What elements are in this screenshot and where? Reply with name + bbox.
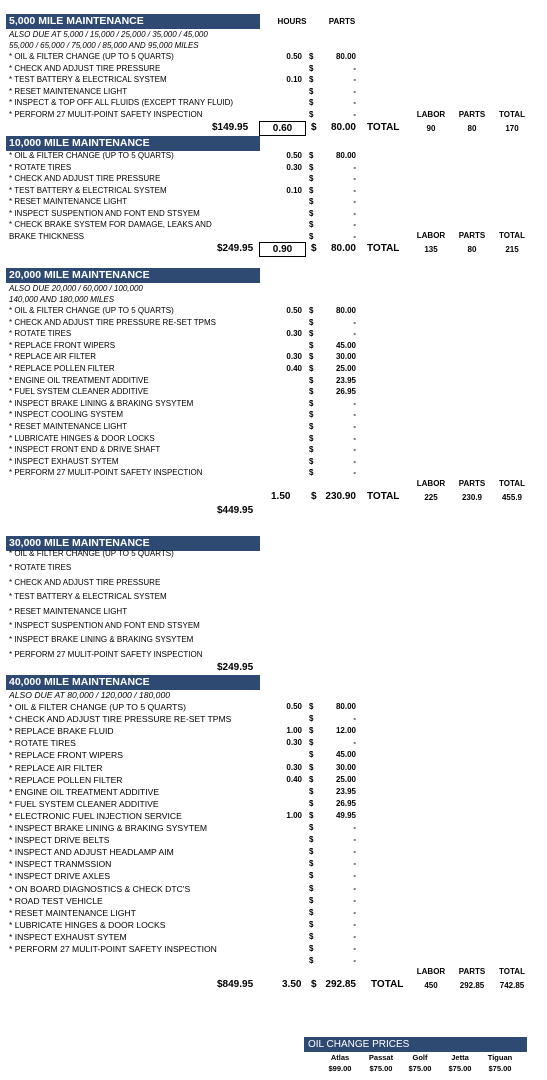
- section-20000-total-word: TOTAL: [367, 491, 400, 502]
- oil-change-model-name: Atlas: [330, 1053, 350, 1062]
- section-10000-parts-total: 80.00: [330, 243, 356, 254]
- line-item-parts: -: [353, 859, 356, 869]
- line-item-dollar: $: [309, 810, 314, 820]
- line-item-hours: 0.50: [286, 151, 302, 160]
- line-item-parts: -: [353, 895, 356, 905]
- line-item-parts: -: [353, 98, 356, 107]
- line-item-text: * RESET MAINTENANCE LIGHT: [9, 606, 128, 616]
- line-item-parts: -: [353, 109, 356, 119]
- line-item-dollar: $: [309, 907, 314, 917]
- line-item-dollar: $: [309, 63, 314, 73]
- line-item-text: * CHECK BRAKE SYSTEM FOR DAMAGE, LEAKS AND: [9, 220, 212, 229]
- oil-change-model-name: Passat: [368, 1053, 394, 1062]
- line-item-hours: 0.40: [286, 774, 302, 784]
- line-item-parts: 45.00: [335, 340, 356, 350]
- line-item-dollar: $: [309, 86, 314, 96]
- line-item-parts: 25.00: [335, 364, 356, 373]
- line-item-parts: -: [353, 231, 356, 241]
- line-item-parts: 49.95: [335, 810, 356, 820]
- line-item-hours: 0.50: [286, 702, 302, 711]
- line-item-text: * INSPECT TRANMSSION: [9, 859, 112, 870]
- line-item-parts: -: [353, 944, 356, 953]
- line-item-dollar: $: [309, 762, 314, 772]
- line-item-text: * CHECK AND ADJUST TIRE PRESSURE RE-SET TPMS: [9, 714, 232, 725]
- section-10000-parts-label: PARTS: [458, 231, 486, 240]
- section-10000-dollar: $: [311, 243, 317, 254]
- line-item-text: * OIL & FILTER CHANGE (UP TO 5 QUARTS): [9, 702, 187, 712]
- section-20000-title: 20,000 MILE MAINTENANCE: [6, 268, 260, 283]
- section-20000-parts-total: 230.90: [325, 491, 356, 502]
- line-item-dollar: $: [309, 352, 314, 362]
- line-item-dollar: $: [309, 714, 314, 724]
- line-item-text: * OIL & FILTER CHANGE (UP TO 5 QUARTS): [9, 52, 174, 61]
- line-item-text: * ENGINE OIL TREATMENT ADDITIVE: [9, 786, 160, 797]
- line-item-parts: -: [353, 919, 356, 929]
- section-20000-total-label: TOTAL: [499, 479, 525, 488]
- line-item-parts: -: [353, 422, 356, 431]
- line-item-dollar: $: [309, 151, 314, 160]
- line-item-dollar: $: [309, 931, 314, 941]
- section-20000-parts-value: 230.9: [461, 493, 483, 502]
- section-40000-parts-total: 292.85: [325, 979, 356, 990]
- line-item-dollar: $: [309, 726, 314, 736]
- line-item-parts: 30.00: [335, 762, 356, 772]
- line-item-text: * REPLACE AIR FILTER: [9, 762, 103, 773]
- line-item-text: * TEST BATTERY & ELECTRICAL SYSTEM: [9, 75, 167, 84]
- parts-column-header: PARTS: [328, 17, 356, 26]
- line-item-parts: -: [353, 174, 356, 183]
- oil-change-model-name: Jetta: [451, 1053, 469, 1062]
- line-item-text: * CHECK AND ADJUST TIRE PRESSURE RE-SET TPMS: [9, 317, 217, 327]
- section-20000-parts-label: PARTS: [458, 479, 486, 488]
- oil-change-model-price: $75.00: [448, 1064, 472, 1073]
- line-item-parts: -: [353, 871, 356, 881]
- oil-change-model-price: $75.00: [488, 1064, 512, 1073]
- section-20000-labor-label: LABOR: [416, 479, 446, 488]
- line-item-parts: -: [353, 162, 356, 172]
- line-item-text: * INSPECT SUSPENTION AND FONT END STSYEM: [9, 208, 200, 218]
- line-item-parts: -: [353, 185, 356, 195]
- line-item-parts: -: [353, 714, 356, 724]
- line-item-text: * TEST BATTERY & ELECTRICAL SYSTEM: [9, 592, 167, 602]
- section-40000-total-word: TOTAL: [371, 979, 404, 990]
- line-item-text: * PERFORM 27 MULIT-POINT SAFETY INSPECTION: [9, 109, 203, 119]
- section-5000-total-value: 170: [505, 124, 519, 133]
- line-item-dollar: $: [309, 468, 314, 478]
- section-30000-price: $249.95: [217, 662, 254, 673]
- section-40000-labor-value: 450: [424, 981, 438, 990]
- line-item-dollar: $: [309, 162, 314, 172]
- line-item-parts: 23.95: [335, 786, 356, 796]
- oil-change-model-price: $75.00: [408, 1064, 432, 1073]
- line-item-dollar: $: [309, 185, 314, 195]
- line-item-dollar: $: [309, 306, 314, 315]
- oil-change-model-price: $75.00: [369, 1064, 393, 1073]
- line-item-parts: -: [353, 931, 356, 941]
- line-item-dollar: $: [309, 174, 314, 183]
- line-item-text: * RESET MAINTENANCE LIGHT: [9, 197, 128, 206]
- line-item-parts: -: [353, 197, 356, 206]
- line-item-dollar: $: [309, 750, 314, 760]
- line-item-dollar: $: [309, 329, 314, 339]
- line-item-dollar: $: [309, 786, 314, 796]
- line-item-dollar: $: [309, 52, 314, 61]
- section-10000-labor-label: LABOR: [416, 231, 446, 240]
- line-item-parts: -: [353, 823, 356, 832]
- line-item-dollar: $: [309, 208, 314, 218]
- section-5000-parts-value: 80: [467, 124, 477, 133]
- line-item-text: * REPLACE BRAKE FLUID: [9, 726, 114, 737]
- line-item-parts: 26.95: [335, 387, 356, 397]
- line-item-text: * REPLACE FRONT WIPERS: [9, 750, 123, 761]
- line-item-dollar: $: [309, 98, 314, 107]
- section-5000-title: 5,000 MILE MAINTENANCE: [6, 14, 260, 29]
- line-item-parts: -: [353, 433, 356, 443]
- line-item-text: * INSPECT SUSPENTION AND FONT END STSYEM: [9, 621, 200, 630]
- line-item-text: * REPLACE POLLEN FILTER: [9, 774, 123, 785]
- line-item-dollar: $: [309, 197, 314, 206]
- section-20000-labor-value: 225: [424, 493, 438, 502]
- line-item-text: * RESET MAINTENANCE LIGHT: [9, 907, 136, 918]
- line-item-text: * INSPECT FRONT END & DRIVE SHAFT: [9, 445, 161, 455]
- line-item-parts: 30.00: [335, 352, 356, 362]
- line-item-text: * PERFORM 27 MULIT-POINT SAFETY INSPECTION: [9, 649, 203, 659]
- section-10000-title: 10,000 MILE MAINTENANCE: [6, 136, 260, 151]
- line-item-hours: 0.50: [286, 306, 302, 315]
- line-item-hours: 0.30: [286, 738, 302, 748]
- section-10000-hours-total: 0.90: [259, 242, 306, 257]
- section-5000-hours-total: 0.60: [259, 121, 306, 136]
- line-item-hours: 1.00: [286, 726, 302, 736]
- section-40000-title: 40,000 MILE MAINTENANCE: [6, 675, 260, 690]
- line-item-text: * ENGINE OIL TREATMENT ADDITIVE: [9, 375, 149, 385]
- line-item-dollar: $: [309, 883, 314, 893]
- line-item-text: * CHECK AND ADJUST TIRE PRESSURE: [9, 63, 161, 73]
- line-item-dollar: $: [309, 220, 314, 229]
- section-5000-dollar: $: [311, 122, 317, 133]
- section-20000-price: $449.95: [217, 505, 254, 516]
- line-item-text: * INSPECT BRAKE LINING & BRAKING SYSYTEM: [9, 823, 208, 833]
- section-5000-labor-value: 90: [426, 124, 436, 133]
- line-item-text: * ROTATE TIRES: [9, 329, 72, 339]
- section-5000-parts-total: 80.00: [330, 122, 356, 133]
- line-item-hours: 0.30: [286, 329, 302, 339]
- section-10000-labor-value: 135: [424, 245, 438, 254]
- section-10000-total-value: 215: [505, 245, 519, 254]
- section-40000-parts-label: PARTS: [458, 967, 486, 976]
- line-item-text: * REPLACE POLLEN FILTER: [9, 364, 115, 373]
- line-item-parts: 45.00: [335, 750, 356, 760]
- section-5000-total-word: TOTAL: [367, 122, 400, 133]
- line-item-dollar: $: [309, 895, 314, 905]
- hours-column-header: HOURS: [277, 17, 307, 26]
- line-item-dollar: $: [309, 445, 314, 455]
- line-item-text: * INSPECT DRIVE BELTS: [9, 835, 110, 846]
- line-item-parts: 23.95: [335, 375, 356, 385]
- line-item-dollar: $: [309, 738, 314, 748]
- line-item-text: * LUBRICATE HINGES & DOOR LOCKS: [9, 919, 166, 930]
- section-5000-labor-label: LABOR: [416, 110, 446, 119]
- line-item-hours: 0.40: [286, 364, 302, 373]
- line-item-dollar: $: [309, 956, 314, 966]
- line-item-parts: -: [353, 86, 356, 96]
- line-item-text: * ROTATE TIRES: [9, 563, 72, 573]
- section-30000-title: 30,000 MILE MAINTENANCE: [6, 536, 260, 551]
- line-item-text: * INSPECT BRAKE LINING & BRAKING SYSYTEM: [9, 635, 194, 645]
- section-40000-hours-total: 3.50: [282, 979, 302, 990]
- line-item-parts: 80.00: [335, 306, 356, 315]
- line-item-parts: -: [353, 317, 356, 327]
- line-item-dollar: $: [309, 798, 314, 808]
- line-item-hours: 1.00: [286, 810, 302, 820]
- section-10000-total-word: TOTAL: [367, 243, 400, 254]
- line-item-parts: -: [353, 63, 356, 73]
- line-item-text: * INSPECT DRIVE AXLES: [9, 871, 111, 882]
- line-item-text: * RESET MAINTENANCE LIGHT: [9, 422, 128, 431]
- line-item-dollar: $: [309, 774, 314, 784]
- line-item-hours: 0.30: [286, 352, 302, 362]
- line-item-text: BRAKE THICKNESS: [9, 231, 84, 241]
- section-5000-also-due-2: 55,000 / 65,000 / 75,000 / 85,000 AND 95,000 MILES: [9, 41, 199, 50]
- section-40000-labor-label: LABOR: [416, 967, 446, 976]
- line-item-dollar: $: [309, 75, 314, 84]
- line-item-dollar: $: [309, 835, 314, 845]
- line-item-parts: -: [353, 75, 356, 84]
- line-item-text: * OIL & FILTER CHANGE (UP TO 5 QUARTS): [9, 549, 174, 558]
- line-item-parts: -: [353, 398, 356, 408]
- line-item-dollar: $: [309, 340, 314, 350]
- line-item-text: * ON BOARD DIAGNOSTICS & CHECK DTC'S: [9, 883, 191, 894]
- line-item-dollar: $: [309, 919, 314, 929]
- line-item-text: * PERFORM 27 MULIT-POINT SAFETY INSPECTION: [9, 468, 203, 478]
- line-item-dollar: $: [309, 847, 314, 857]
- line-item-parts: -: [353, 456, 356, 466]
- line-item-hours: 0.10: [286, 185, 302, 195]
- line-item-text: * CHECK AND ADJUST TIRE PRESSURE: [9, 577, 161, 587]
- line-item-hours: 0.10: [286, 75, 302, 84]
- line-item-text: * INSPECT COOLING SYSTEM: [9, 410, 124, 420]
- section-5000-price: $149.95: [212, 122, 249, 133]
- line-item-text: * INSPECT EXHAUST SYTEM: [9, 931, 127, 942]
- section-40000-also-due: ALSO DUE AT 80,000 / 120,000 / 180,000: [9, 690, 170, 700]
- line-item-text: * LUBRICATE HINGES & DOOR LOCKS: [9, 433, 155, 443]
- line-item-dollar: $: [309, 871, 314, 881]
- section-40000-parts-value: 292.85: [459, 981, 485, 990]
- line-item-parts: -: [353, 445, 356, 455]
- section-20000-also-due-1: ALSO DUE 20,000 / 60,000 / 100,000: [9, 284, 143, 293]
- section-5000-parts-label: PARTS: [458, 110, 486, 119]
- line-item-parts: 80.00: [335, 702, 356, 711]
- line-item-text: * INSPECT AND ADJUST HEADLAMP AIM: [9, 847, 174, 858]
- line-item-text: * OIL & FILTER CHANGE (UP TO 5 QUARTS): [9, 151, 174, 160]
- line-item-parts: -: [353, 835, 356, 845]
- section-20000-total-value: 455.9: [501, 493, 523, 502]
- line-item-text: * REPLACE AIR FILTER: [9, 352, 96, 362]
- section-10000-total-label: TOTAL: [499, 231, 525, 240]
- line-item-parts: -: [353, 956, 356, 966]
- line-item-dollar: $: [309, 109, 314, 119]
- line-item-text: * REPLACE FRONT WIPERS: [9, 340, 116, 350]
- line-item-text: * INSPECT EXHAUST SYTEM: [9, 456, 119, 466]
- section-20000-hours-total: 1.50: [271, 491, 291, 502]
- section-40000-total-value: 742.85: [499, 981, 525, 990]
- line-item-text: * FUEL SYSTEM CLEANER ADDITIVE: [9, 387, 149, 397]
- line-item-hours: 0.30: [286, 762, 302, 772]
- line-item-text: * TEST BATTERY & ELECTRICAL SYSTEM: [9, 185, 167, 195]
- line-item-parts: -: [353, 468, 356, 478]
- line-item-parts: -: [353, 329, 356, 339]
- line-item-parts: 26.95: [335, 798, 356, 808]
- line-item-dollar: $: [309, 364, 314, 373]
- line-item-dollar: $: [309, 433, 314, 443]
- line-item-parts: -: [353, 738, 356, 748]
- line-item-parts: 12.00: [335, 726, 356, 736]
- line-item-hours: 0.30: [286, 162, 302, 172]
- line-item-dollar: $: [309, 317, 314, 327]
- section-5000-total-label: TOTAL: [499, 110, 525, 119]
- line-item-dollar: $: [309, 944, 314, 953]
- line-item-text: * ROAD TEST VEHICLE: [9, 895, 103, 906]
- line-item-dollar: $: [309, 422, 314, 431]
- line-item-text: * PERFORM 27 MULIT-POINT SAFETY INSPECTION: [9, 944, 217, 954]
- line-item-parts: 80.00: [335, 52, 356, 61]
- line-item-parts: 25.00: [335, 774, 356, 784]
- section-10000-parts-value: 80: [467, 245, 477, 254]
- line-item-parts: 80.00: [335, 151, 356, 160]
- line-item-dollar: $: [309, 456, 314, 466]
- section-10000-price: $249.95: [217, 243, 254, 254]
- line-item-text: * ELECTRONIC FUEL INJECTION SERVICE: [9, 810, 182, 821]
- oil-change-model-name: Tiguan: [487, 1053, 513, 1062]
- section-40000-price: $849.95: [217, 979, 254, 990]
- line-item-dollar: $: [309, 410, 314, 420]
- oil-change-prices-title: OIL CHANGE PRICES: [304, 1037, 527, 1052]
- line-item-text: * RESET MAINTENANCE LIGHT: [9, 86, 128, 96]
- line-item-text: * INSPECT BRAKE LINING & BRAKING SYSYTEM: [9, 398, 194, 408]
- oil-change-model-name: Golf: [412, 1053, 428, 1062]
- section-40000-dollar: $: [311, 979, 317, 990]
- section-40000-total-label: TOTAL: [499, 967, 525, 976]
- line-item-hours: 0.50: [286, 52, 302, 61]
- line-item-text: * INSPECT & TOP OFF ALL FLUIDS (EXCEPT TRANY FLUID): [9, 98, 234, 107]
- line-item-dollar: $: [309, 823, 314, 832]
- line-item-dollar: $: [309, 375, 314, 385]
- oil-change-model-price: $99.00: [328, 1064, 352, 1073]
- line-item-text: * ROTATE TIRES: [9, 738, 76, 749]
- line-item-parts: -: [353, 410, 356, 420]
- line-item-dollar: $: [309, 859, 314, 869]
- line-item-dollar: $: [309, 231, 314, 241]
- line-item-parts: -: [353, 220, 356, 229]
- line-item-parts: -: [353, 208, 356, 218]
- line-item-text: * CHECK AND ADJUST TIRE PRESSURE: [9, 174, 161, 183]
- line-item-parts: -: [353, 883, 356, 893]
- line-item-dollar: $: [309, 702, 314, 711]
- line-item-text: * ROTATE TIRES: [9, 162, 72, 172]
- line-item-parts: -: [353, 907, 356, 917]
- line-item-dollar: $: [309, 398, 314, 408]
- line-item-dollar: $: [309, 387, 314, 397]
- section-5000-also-due-1: ALSO DUE AT 5,000 / 15,000 / 25,000 / 35,000 / 45,000: [9, 30, 208, 39]
- section-20000-also-due-2: 140,000 AND 180,000 MILES: [9, 295, 115, 304]
- line-item-parts: -: [353, 847, 356, 857]
- section-20000-dollar: $: [311, 491, 317, 502]
- line-item-text: * FUEL SYSTEM CLEANER ADDITIVE: [9, 798, 159, 809]
- line-item-text: * OIL & FILTER CHANGE (UP TO 5 QUARTS): [9, 306, 174, 315]
